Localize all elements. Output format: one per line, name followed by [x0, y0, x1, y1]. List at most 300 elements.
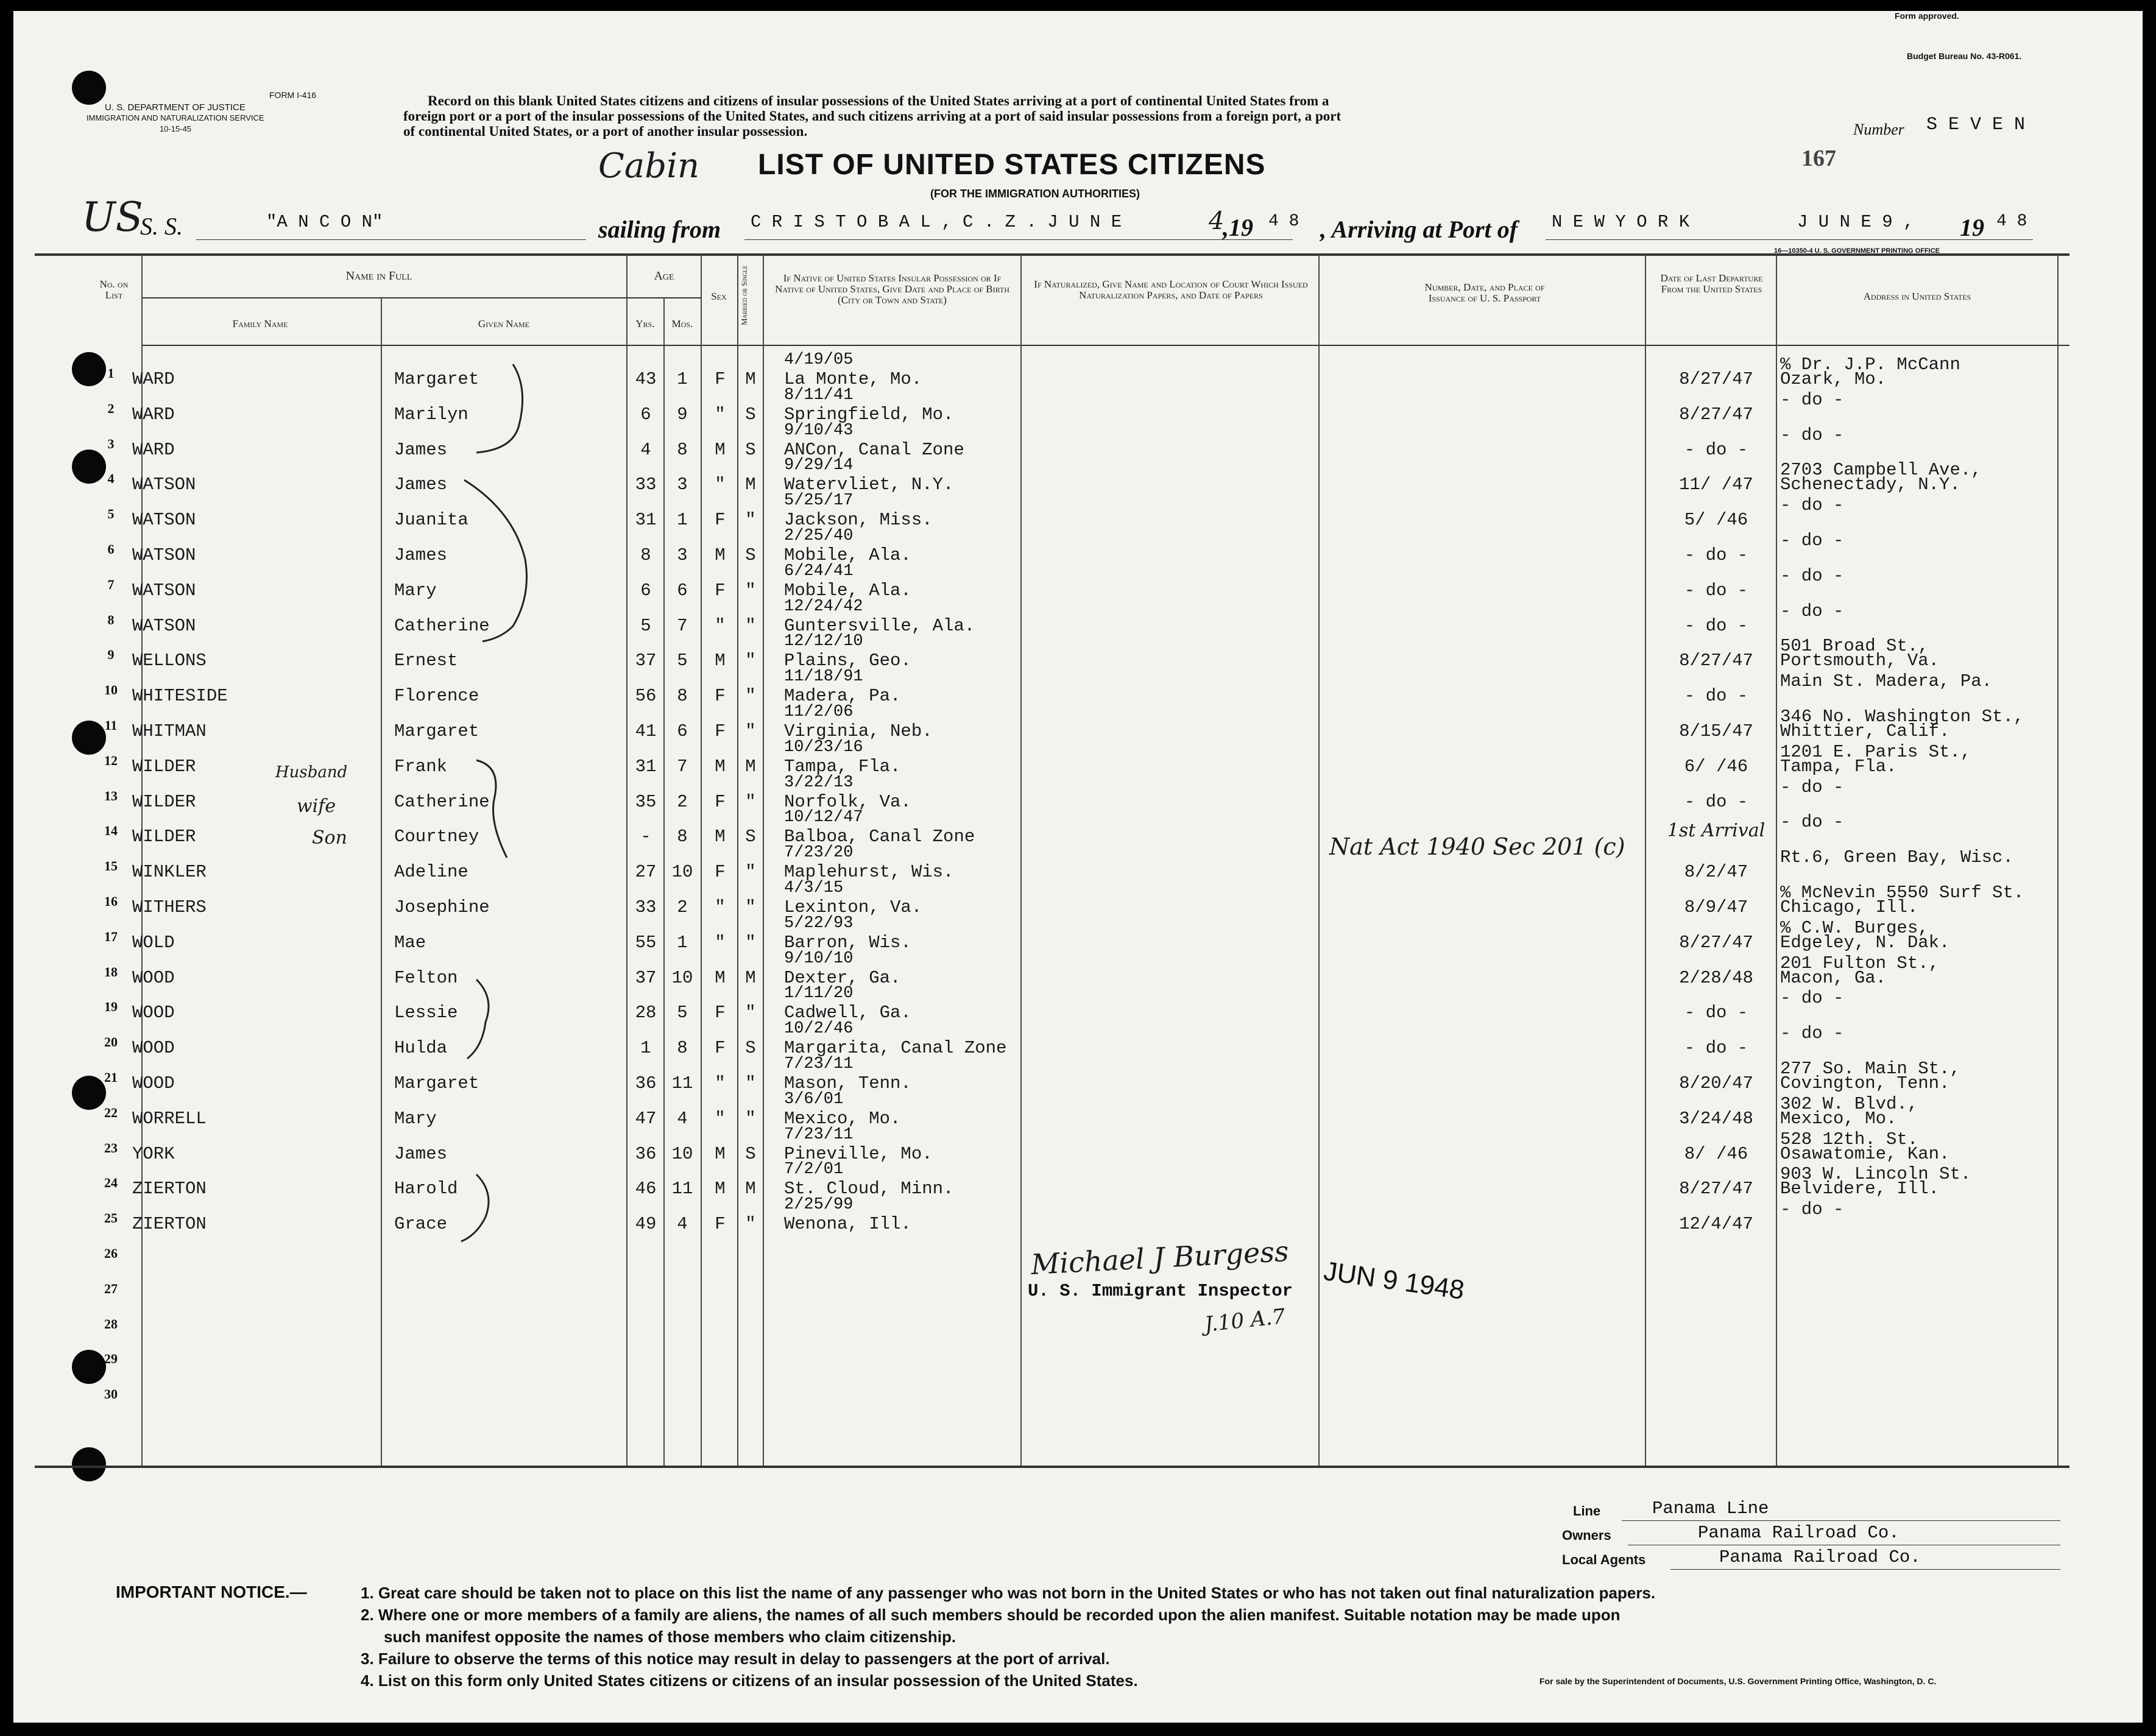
sailing-year-suffix: 4 8 — [1268, 212, 1299, 231]
given-name: Mary — [394, 580, 437, 601]
age-months: 8 — [677, 827, 688, 847]
row-number: 27 — [104, 1280, 118, 1296]
family-name: WATSON — [132, 475, 196, 495]
form-date: 10-15-45 — [160, 124, 192, 133]
birthplace: La Monte, Mo. — [784, 369, 922, 389]
age-years: 36 — [635, 1143, 657, 1164]
notice-item-2b: such manifest opposite the names of those members who claim citizenship. — [384, 1628, 956, 1646]
family-name: WHITESIDE — [132, 686, 228, 707]
marital-status: " — [745, 1108, 756, 1129]
age-months: 8 — [677, 439, 688, 460]
header-no: No. on List — [99, 278, 129, 301]
last-departure: 6/ /46 — [1684, 756, 1748, 777]
marital-status: " — [745, 721, 756, 741]
age-months: 10 — [671, 862, 693, 883]
age-months: 11 — [671, 1073, 693, 1093]
age-months: 9 — [677, 404, 688, 425]
family-name: WHITMAN — [132, 721, 207, 741]
marital-status: " — [745, 932, 756, 953]
family-name: WOOD — [132, 967, 175, 988]
sex: F — [715, 1003, 726, 1023]
given-name: James — [394, 475, 448, 495]
address-line-1: % McNevin 5550 Surf St. — [1780, 883, 2024, 903]
inspector-title: U. S. Immigrant Inspector — [1028, 1281, 1293, 1301]
age-years: 33 — [635, 897, 657, 917]
row-number: 5 — [107, 506, 115, 522]
marital-status: M — [745, 475, 756, 495]
class-annotation: Cabin — [598, 146, 700, 186]
family-name: ZIERTON — [132, 1179, 207, 1199]
marital-status: S — [745, 827, 756, 847]
header-married-single: Married or Single — [740, 265, 749, 325]
header-native: If Native of United States Insular Possession or If Native of United States, Give Date and Place of Birth (City or Town and State) — [775, 272, 1009, 306]
family-name: WARD — [132, 439, 175, 460]
age-years: 37 — [635, 651, 657, 671]
service: IMMIGRATION AND NATURALIZATION SERVICE — [87, 113, 264, 122]
birthplace: Norfolk, Va. — [784, 791, 911, 812]
age-years: 28 — [635, 1003, 657, 1023]
last-departure: 8/27/47 — [1679, 1179, 1753, 1199]
approval-line-1: Form approved. — [1895, 11, 1959, 21]
sex: " — [715, 1108, 726, 1129]
address-line-1: - do - — [1780, 565, 1844, 586]
row-number: 18 — [104, 964, 118, 979]
address-line-2: Portsmouth, Va. — [1780, 651, 1940, 671]
owners-label: Owners — [1562, 1528, 1611, 1543]
address-line-1: 201 Fulton St., — [1780, 953, 1940, 973]
address-line-1: 528 12th. St. — [1780, 1129, 1918, 1149]
agents-underline — [1670, 1569, 2060, 1570]
row-number: 26 — [104, 1246, 118, 1261]
ship-name: "A N C O N" — [266, 212, 383, 232]
birth-date: 6/24/41 — [784, 562, 854, 580]
sailing-year-prefix: ,19 — [1223, 214, 1253, 241]
age-years: 35 — [635, 791, 657, 812]
age-months: 4 — [677, 1108, 688, 1129]
age-months: 6 — [677, 721, 688, 741]
given-name: Courtney — [394, 827, 479, 847]
age-years: 41 — [635, 721, 657, 741]
age-months: 3 — [677, 545, 688, 565]
given-name: Florence — [394, 686, 479, 707]
row-number: 10 — [104, 682, 118, 698]
age-months: 4 — [677, 1214, 688, 1235]
gpo-line: 16—10350-4 U. S. GOVERNMENT PRINTING OFFICE — [1774, 247, 1940, 255]
given-name: Harold — [394, 1179, 458, 1199]
header-sex: Sex — [711, 291, 727, 302]
arrival-year-prefix: 19 — [1960, 214, 1984, 241]
birthplace: Tampa, Fla. — [784, 756, 901, 777]
sale-line: For sale by the Superintendent of Documents, U.S. Government Printing Office, Washington, D. C. — [1539, 1676, 1937, 1686]
age-months: 1 — [677, 369, 688, 389]
header-passport: Number, Date, and Place of Issuance of U. S. Passport — [1424, 281, 1545, 304]
address-line-1: % Dr. J.P. McCann — [1780, 355, 1960, 375]
age-years: 4 — [640, 439, 651, 460]
marital-status: M — [745, 756, 756, 777]
agents-value: Panama Railroad Co. — [1719, 1547, 1921, 1567]
last-departure: 8/27/47 — [1679, 369, 1753, 389]
address-line-1: - do - — [1780, 425, 1844, 445]
record-text-2: foreign port or a port of the insular possessions of the United States, and such citizens arriving at a port of said insular possessions from a foreign port, a port — [403, 108, 1341, 124]
marital-status: " — [745, 686, 756, 707]
address-line-2: Ozark, Mo. — [1780, 369, 1887, 389]
sex: F — [715, 791, 726, 812]
birthplace: ANCon, Canal Zone — [784, 439, 964, 460]
age-months: 10 — [671, 1143, 693, 1164]
last-departure: - do - — [1684, 1038, 1748, 1059]
marital-status: M — [745, 1179, 756, 1199]
sex: M — [715, 545, 726, 565]
last-departure: 8/27/47 — [1679, 932, 1753, 953]
family-name: WATSON — [132, 545, 196, 565]
last-departure: - do - — [1684, 791, 1748, 812]
sex: " — [715, 475, 726, 495]
birth-date: 11/18/91 — [784, 668, 863, 686]
address-line-1: Rt.6, Green Bay, Wisc. — [1780, 847, 2013, 868]
birthplace: Balboa, Canal Zone — [784, 827, 975, 847]
arrival-port: N E W Y O R K — [1552, 212, 1690, 232]
age-months: 8 — [677, 686, 688, 707]
marital-status: " — [745, 791, 756, 812]
last-departure: - do - — [1684, 1003, 1748, 1023]
owners-value: Panama Railroad Co. — [1698, 1523, 1900, 1543]
address-line-2: Osawatomie, Kan. — [1780, 1143, 1950, 1164]
bracket-wilder — [476, 760, 507, 858]
birthplace: Margarita, Canal Zone — [784, 1038, 1007, 1059]
given-name: James — [394, 439, 448, 460]
line-underline — [1622, 1520, 2060, 1521]
sex: F — [715, 369, 726, 389]
row-number: 6 — [107, 542, 115, 557]
number-label: Number — [1853, 121, 1904, 138]
family-name: WARD — [132, 369, 175, 389]
birthplace: Wenona, Ill. — [784, 1214, 911, 1235]
last-departure: 8/2/47 — [1684, 862, 1748, 883]
birth-date: 9/10/43 — [784, 421, 854, 440]
family-name: WINKLER — [132, 862, 207, 883]
row-number: 16 — [104, 894, 118, 909]
given-name: Marilyn — [394, 404, 468, 425]
birthplace: St. Cloud, Minn. — [784, 1179, 954, 1199]
family-name: YORK — [132, 1143, 175, 1164]
birth-date: 4/19/05 — [784, 351, 854, 369]
marital-status: " — [745, 862, 756, 883]
sex: M — [715, 1143, 726, 1164]
address-line-1: 302 W. Blvd., — [1780, 1093, 1918, 1114]
marital-status: S — [745, 1143, 756, 1164]
notice-item-3: 3. Failure to observe the terms of this notice may result in delay to passengers at the port of arrival. — [361, 1650, 1110, 1668]
last-departure: 5/ /46 — [1684, 510, 1748, 531]
arriving-label: , Arriving at Port of — [1320, 216, 1518, 243]
family-name: WOLD — [132, 932, 175, 953]
row-number: 24 — [104, 1175, 118, 1191]
note-wife: wife — [297, 796, 336, 817]
address-line-2: Whittier, Calif. — [1780, 721, 1950, 741]
list-title: LIST OF UNITED STATES CITIZENS — [758, 149, 1266, 181]
family-name: WILDER — [132, 791, 196, 812]
header-address: Address in United States — [1863, 291, 1971, 302]
manifest-sheet — [13, 11, 2143, 1723]
birth-date: 7/23/11 — [784, 1055, 854, 1073]
age-years: 6 — [640, 404, 651, 425]
last-departure: - do - — [1684, 580, 1748, 601]
given-name: Frank — [394, 756, 448, 777]
marital-status: S — [745, 404, 756, 425]
family-name: WOOD — [132, 1003, 175, 1023]
row-number: 30 — [104, 1386, 118, 1402]
given-name: Mary — [394, 1108, 437, 1129]
address-line-1: 346 No. Washington St., — [1780, 707, 2024, 727]
birth-date: 2/25/99 — [784, 1196, 854, 1215]
family-name: WATSON — [132, 510, 196, 531]
given-name: Mae — [394, 932, 426, 953]
age-years: 31 — [635, 756, 657, 777]
sex: M — [715, 967, 726, 988]
notice-heading: IMPORTANT NOTICE.— — [116, 1583, 307, 1601]
marital-status: S — [745, 545, 756, 565]
sex: F — [715, 1038, 726, 1059]
address-line-2: Schenectady, N.Y. — [1780, 475, 1960, 495]
birth-date: 3/6/01 — [784, 1090, 844, 1109]
header-given-name: Given Name — [478, 318, 530, 330]
birth-date: 2/25/40 — [784, 527, 854, 545]
arrival-date: J U N E 9 , — [1797, 212, 1914, 232]
last-departure: 12/4/47 — [1679, 1214, 1753, 1235]
family-name: ZIERTON — [132, 1214, 207, 1235]
family-bracket-marks — [13, 11, 2143, 1723]
notice-item-4: 4. List on this form only United States citizens or citizens of an insular possession of the United States. — [361, 1671, 1138, 1690]
given-name: Margaret — [394, 1073, 479, 1093]
row-number: 9 — [107, 647, 115, 663]
last-departure: 11/ /47 — [1679, 475, 1753, 495]
family-name: WITHERS — [132, 897, 207, 917]
birth-date: 5/22/93 — [784, 914, 854, 933]
header-name-in-full: Name in Full — [345, 269, 412, 283]
agents-label: Local Agents — [1562, 1552, 1646, 1567]
birthplace: Mexico, Mo. — [784, 1108, 901, 1129]
row-number: 22 — [104, 1104, 118, 1120]
birth-date: 10/12/47 — [784, 808, 863, 827]
birth-date: 10/2/46 — [784, 1020, 854, 1039]
age-years: 27 — [635, 862, 657, 883]
bracket-wood — [467, 979, 489, 1059]
address-line-1: - do - — [1780, 812, 1844, 833]
age-months: 11 — [671, 1179, 693, 1199]
age-months: 2 — [677, 897, 688, 917]
bracket-ward — [476, 364, 523, 453]
birthplace: Guntersville, Ala. — [784, 615, 975, 636]
notice-item-1: 1. Great care should be taken not to place on this list the name of any passenger who was not born in the United States or who has not taken out final naturalization papers. — [361, 1584, 1656, 1602]
sex: " — [715, 404, 726, 425]
age-months: 1 — [677, 932, 688, 953]
address-line-1: 2703 Campbell Ave., — [1780, 460, 1982, 481]
row-number: 14 — [104, 823, 118, 839]
header-yrs: Yrs. — [635, 318, 655, 330]
given-name: Lessie — [394, 1003, 458, 1023]
age-months: 7 — [677, 756, 688, 777]
age-years: 33 — [635, 475, 657, 495]
birthplace: Virginia, Neb. — [784, 721, 933, 741]
last-departure: 8/20/47 — [1679, 1073, 1753, 1093]
marital-status: " — [745, 1003, 756, 1023]
given-name: Catherine — [394, 791, 490, 812]
sex: M — [715, 827, 726, 847]
marital-status: " — [745, 651, 756, 671]
last-departure: 8/ /46 — [1684, 1143, 1748, 1164]
row-number: 19 — [104, 999, 118, 1015]
marital-status: " — [745, 1214, 756, 1235]
record-text-3: of continental United States, or a port of another insular possession. — [403, 124, 808, 139]
address-line-1: - do - — [1780, 1199, 1844, 1220]
given-name: James — [394, 1143, 448, 1164]
address-line-2: Belvidere, Ill. — [1780, 1179, 1940, 1199]
address-line-1: - do - — [1780, 988, 1844, 1009]
birth-date: 7/23/11 — [784, 1125, 854, 1144]
birth-date: 3/22/13 — [784, 773, 854, 792]
last-departure: 3/24/48 — [1679, 1108, 1753, 1129]
birthplace: Cadwell, Ga. — [784, 1003, 911, 1023]
arrival-year-suffix: 4 8 — [1996, 212, 2027, 231]
last-departure: - do - — [1684, 686, 1748, 707]
line-label: Line — [1573, 1503, 1601, 1519]
address-line-1: - do - — [1780, 601, 1844, 621]
inspector-signature: Michael J Burgess — [1030, 1234, 1290, 1282]
age-months: 5 — [677, 1003, 688, 1023]
us-mark: US — [82, 194, 143, 241]
birthplace: Madera, Pa. — [784, 686, 901, 707]
sailing-port: C R I S T O B A L , C . Z . J U N E — [751, 212, 1122, 232]
given-name: Catherine — [394, 615, 490, 636]
sex: " — [715, 1073, 726, 1093]
sex: M — [715, 651, 726, 671]
marital-status: " — [745, 580, 756, 601]
birthplace: Pineville, Mo. — [784, 1143, 933, 1164]
row-number: 12 — [104, 752, 118, 768]
age-months: 10 — [671, 967, 693, 988]
address-line-2: Edgeley, N. Dak. — [1780, 932, 1950, 953]
row-number: 3 — [107, 436, 115, 451]
birthplace: Maplehurst, Wis. — [784, 862, 954, 883]
address-line-2: Tampa, Fla. — [1780, 756, 1897, 777]
given-name: Margaret — [394, 369, 479, 389]
marital-status: S — [745, 1038, 756, 1059]
row-number: 4 — [107, 471, 115, 487]
row-number: 25 — [104, 1210, 118, 1226]
family-name: WATSON — [132, 615, 196, 636]
birth-date: 4/3/15 — [784, 879, 844, 897]
address-line-1: - do - — [1780, 389, 1844, 410]
row-number: 2 — [107, 400, 115, 416]
birth-date: 7/23/20 — [784, 844, 854, 863]
given-name: Josephine — [394, 897, 490, 917]
family-name: WELLONS — [132, 651, 207, 671]
birthplace: Barron, Wis. — [784, 932, 911, 953]
birthplace: Jackson, Miss. — [784, 510, 933, 531]
family-name: WATSON — [132, 580, 196, 601]
age-years: 55 — [635, 932, 657, 953]
age-years: 5 — [640, 615, 651, 636]
age-years: 43 — [635, 369, 657, 389]
marital-status: " — [745, 510, 756, 531]
birthplace: Plains, Geo. — [784, 651, 911, 671]
bracket-watson — [464, 480, 527, 641]
inspector-initials: J.10 A.7 — [1203, 1304, 1287, 1337]
row-number: 23 — [104, 1140, 118, 1156]
given-name: Margaret — [394, 721, 479, 741]
age-years: 56 — [635, 686, 657, 707]
header-naturalized: If Naturalized, Give Name and Location of Court Which Issued Naturalization Papers, and Date of Papers — [1034, 278, 1308, 301]
naturalization-note: Nat Act 1940 Sec 201 (c) — [1329, 833, 1625, 860]
sex: F — [715, 862, 726, 883]
list-subtitle: (FOR THE IMMIGRATION AUTHORITIES) — [930, 188, 1140, 200]
marital-status: " — [745, 615, 756, 636]
row-number: 28 — [104, 1316, 118, 1332]
age-years: 36 — [635, 1073, 657, 1093]
age-months: 6 — [677, 580, 688, 601]
address-line-1: 501 Broad St., — [1780, 636, 1929, 657]
birth-date: 12/24/42 — [784, 597, 863, 616]
address-line-1: 277 So. Main St., — [1780, 1059, 1960, 1079]
row-number: 15 — [104, 858, 118, 874]
last-departure: 2/28/48 — [1679, 967, 1753, 988]
family-name: WILDER — [132, 756, 196, 777]
note-husband: Husband — [275, 763, 348, 782]
ss-label: S. S. — [140, 213, 183, 240]
address-line-2: Mexico, Mo. — [1780, 1108, 1897, 1129]
bracket-zierton — [461, 1174, 489, 1241]
header-departure: Date of Last Departure From the United States — [1660, 272, 1763, 295]
marital-status: S — [745, 439, 756, 460]
birthplace: Mason, Tenn. — [784, 1073, 911, 1093]
family-name: WOOD — [132, 1038, 175, 1059]
age-years: 6 — [640, 580, 651, 601]
row-number: 29 — [104, 1351, 118, 1367]
birthplace: Mobile, Ala. — [784, 545, 911, 565]
age-months: 7 — [677, 615, 688, 636]
sailing-day: 4 — [1209, 207, 1225, 235]
birthplace: Mobile, Ala. — [784, 580, 911, 601]
sex: F — [715, 1214, 726, 1235]
age-months: 3 — [677, 475, 688, 495]
approval-line-2: Budget Bureau No. 43-R061. — [1907, 51, 2022, 61]
form-id: FORM I-416 — [269, 90, 317, 100]
address-line-1: 903 W. Lincoln St. — [1780, 1164, 1971, 1185]
row-number: 20 — [104, 1034, 118, 1050]
sex: F — [715, 686, 726, 707]
age-years: - — [640, 827, 651, 847]
birthplace: Lexinton, Va. — [784, 897, 922, 917]
address-line-1: - do - — [1780, 531, 1844, 551]
birthplace: Watervliet, N.Y. — [784, 475, 954, 495]
row-number: 11 — [104, 718, 118, 733]
given-name: Grace — [394, 1214, 448, 1235]
birth-date: 9/10/10 — [784, 949, 854, 968]
birthplace: Dexter, Ga. — [784, 967, 901, 988]
birth-date: 12/12/10 — [784, 632, 863, 651]
last-departure: - do - — [1684, 545, 1748, 565]
address-line-1: Main St. Madera, Pa. — [1780, 671, 1993, 692]
sex: " — [715, 897, 726, 917]
row-number: 17 — [104, 928, 118, 944]
line-value: Panama Line — [1652, 1498, 1769, 1519]
sex: M — [715, 756, 726, 777]
header-mos: Mos. — [671, 318, 693, 330]
age-years: 49 — [635, 1214, 657, 1235]
address-line-2: Macon, Ga. — [1780, 967, 1887, 988]
address-line-1: - do - — [1780, 1023, 1844, 1044]
birth-date: 11/2/06 — [784, 703, 854, 721]
birth-date: 8/11/41 — [784, 386, 854, 404]
